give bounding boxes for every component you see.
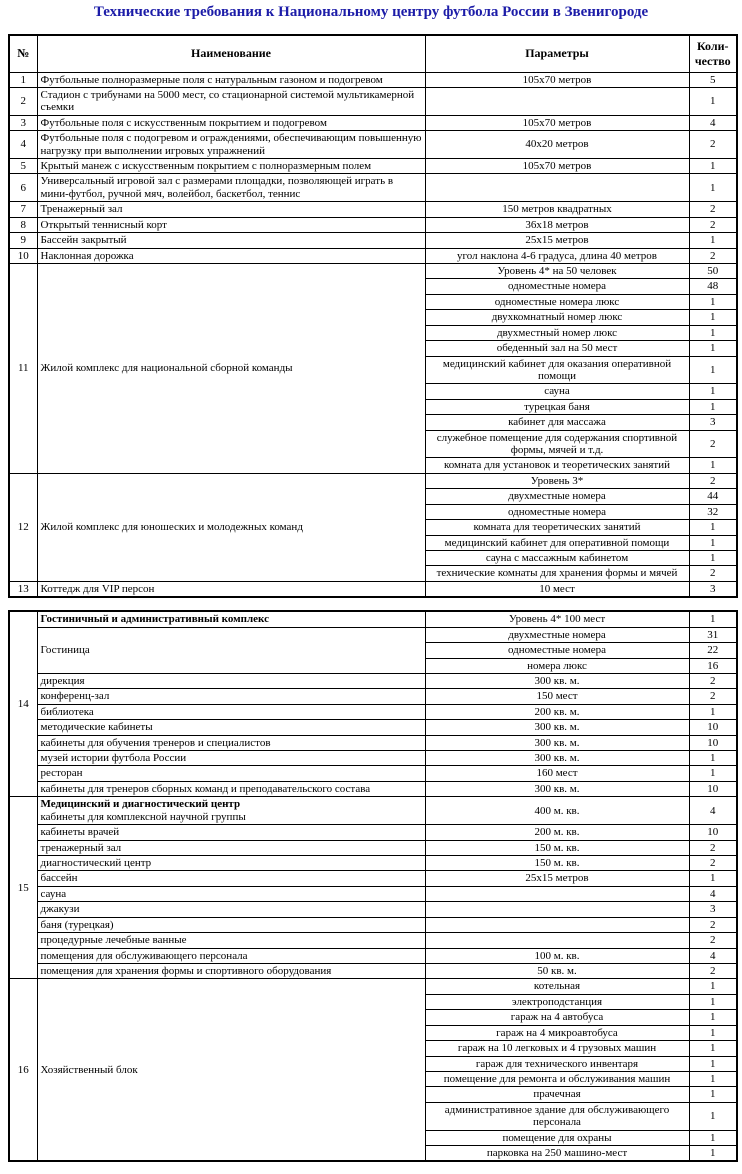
params-cell: одноместные номера люкс: [425, 294, 689, 309]
row-number: 8: [9, 217, 37, 232]
params-cell: 25x15 метров: [425, 233, 689, 248]
name-cell: баня (турецкая): [37, 917, 425, 932]
params-cell: 200 м. кв.: [425, 825, 689, 840]
name-cell: библиотека: [37, 704, 425, 719]
qty-cell: 1: [689, 1071, 737, 1086]
table-row: [9, 581, 737, 597]
name-cell: Жилой комплекс для юношеских и молодежных команд: [37, 473, 425, 581]
params-cell: 150 м. кв.: [425, 840, 689, 855]
qty-cell: 1: [689, 751, 737, 766]
qty-cell: 16: [689, 658, 737, 673]
qty-cell: 1: [689, 611, 737, 627]
params-cell: Уровень 4* 100 мест: [425, 611, 689, 627]
column-header-params: Параметры: [425, 35, 689, 73]
params-cell: 105x70 метров: [425, 115, 689, 130]
params-cell: 105x70 метров: [425, 159, 689, 174]
params-cell: котельная: [425, 979, 689, 994]
params-cell: 36x18 метров: [425, 217, 689, 232]
qty-cell: 2: [689, 856, 737, 871]
params-cell: двухместный номер люкс: [425, 325, 689, 340]
row-number: 14: [9, 611, 37, 797]
name-cell: Универсальный игровой зал с размерами площадки, позволяющей играть в мини-футбол, ручной мяч, волейбол, баскетбол, теннис: [37, 174, 425, 202]
name-cell-title: Медицинский и диагностический центр: [40, 798, 241, 811]
params-cell: сауна: [425, 384, 689, 399]
name-cell: методические кабинеты: [37, 720, 425, 735]
table-row: [9, 871, 737, 886]
name-cell-subtitle: кабинеты для комплексной научной группы: [40, 810, 246, 823]
row-number: 4: [9, 131, 37, 159]
name-cell: помещения для обслуживающего персонала: [37, 948, 425, 963]
qty-cell: 1: [689, 1146, 737, 1162]
name-cell: кабинеты для тренеров сборных команд и преподавательского состава: [37, 781, 425, 796]
column-header-qty-line2: чество: [694, 53, 731, 68]
name-cell: Открытый теннисный корт: [37, 217, 425, 232]
name-cell: джакузи: [37, 902, 425, 917]
params-cell: электроподстанция: [425, 994, 689, 1009]
params-cell: обеденный зал на 50 мест: [425, 341, 689, 356]
row-number: 12: [9, 473, 37, 581]
params-cell: комната для установок и теоретических занятий: [425, 458, 689, 473]
params-cell: 150 метров квадратных: [425, 202, 689, 217]
params-cell: гараж на 4 автобуса: [425, 1010, 689, 1025]
qty-cell: 2: [689, 131, 737, 159]
params-cell: 25x15 метров: [425, 871, 689, 886]
params-cell: 150 мест: [425, 689, 689, 704]
params-cell: двухкомнатный номер люкс: [425, 310, 689, 325]
qty-cell: 1: [689, 979, 737, 994]
table-row: [9, 115, 737, 130]
qty-cell: 2: [689, 840, 737, 855]
params-cell: [425, 933, 689, 948]
qty-cell: 1: [689, 1087, 737, 1102]
table-row: [9, 902, 737, 917]
qty-cell: 2: [689, 473, 737, 488]
params-cell: 300 кв. м.: [425, 781, 689, 796]
params-cell: 160 мест: [425, 766, 689, 781]
params-cell: двухместные номера: [425, 627, 689, 642]
row-number: 5: [9, 159, 37, 174]
qty-cell: 50: [689, 263, 737, 278]
qty-cell: 2: [689, 202, 737, 217]
table-row: [9, 766, 737, 781]
name-cell: кабинеты врачей: [37, 825, 425, 840]
qty-cell: 4: [689, 886, 737, 901]
table-row: [9, 825, 737, 840]
name-cell: Бассейн закрытый: [37, 233, 425, 248]
params-cell: 300 кв. м.: [425, 751, 689, 766]
qty-cell: 1: [689, 310, 737, 325]
column-header-qty-line1: Коли-: [696, 39, 729, 54]
table-row: [9, 781, 737, 796]
table-row: [9, 263, 737, 278]
qty-cell: 1: [689, 233, 737, 248]
qty-cell: 2: [689, 566, 737, 581]
qty-cell: 1: [689, 341, 737, 356]
qty-cell: 1: [689, 551, 737, 566]
table-row: [9, 627, 737, 642]
qty-cell: 3: [689, 902, 737, 917]
qty-cell: 1: [689, 174, 737, 202]
params-cell: медицинский кабинет для оперативной помощи: [425, 535, 689, 550]
qty-cell: 1: [689, 356, 737, 384]
qty-cell: 2: [689, 933, 737, 948]
qty-cell: 10: [689, 781, 737, 796]
name-cell: Футбольные поля с искусственным покрытием и подогревом: [37, 115, 425, 130]
qty-cell: 4: [689, 797, 737, 825]
qty-cell: 2: [689, 217, 737, 232]
params-cell: [425, 902, 689, 917]
name-cell: ресторан: [37, 766, 425, 781]
qty-cell: 10: [689, 735, 737, 750]
params-cell: комната для теоретических занятий: [425, 520, 689, 535]
params-cell: служебное помещение для содержания спортивной формы, мячей и т.д.: [425, 430, 689, 458]
requirements-table-2: [8, 610, 738, 1162]
params-cell: одноместные номера: [425, 279, 689, 294]
params-cell: 10 мест: [425, 581, 689, 597]
params-cell: 200 кв. м.: [425, 704, 689, 719]
qty-cell: 1: [689, 704, 737, 719]
table-row: [9, 673, 737, 688]
name-cell: дирекция: [37, 673, 425, 688]
params-cell: [425, 917, 689, 932]
qty-cell: 2: [689, 430, 737, 458]
qty-cell: 2: [689, 963, 737, 978]
qty-cell: 2: [689, 673, 737, 688]
params-cell: угол наклона 4-6 градуса, длина 40 метров: [425, 248, 689, 263]
row-number: 2: [9, 87, 37, 115]
params-cell: 300 кв. м.: [425, 673, 689, 688]
params-cell: сауна с массажным кабинетом: [425, 551, 689, 566]
params-cell: помещение для охраны: [425, 1130, 689, 1145]
requirements-table-1: [8, 34, 738, 599]
name-cell: Футбольные поля с подогревом и ограждениями, обеспечивающим повышенную нагрузку при выполнении игровых упражнений: [37, 131, 425, 159]
name-cell: тренажерный зал: [37, 840, 425, 855]
qty-cell: 1: [689, 159, 737, 174]
table-row: [9, 963, 737, 978]
params-cell: медицинский кабинет для оказания оперативной помощи: [425, 356, 689, 384]
table-row: [9, 856, 737, 871]
row-number: 9: [9, 233, 37, 248]
row-number: 1: [9, 72, 37, 87]
row-number: 10: [9, 248, 37, 263]
table-row: [9, 917, 737, 932]
qty-cell: 10: [689, 720, 737, 735]
params-cell: гараж на 4 микроавтобуса: [425, 1025, 689, 1040]
name-cell: Наклонная дорожка: [37, 248, 425, 263]
name-cell: Жилой комплекс для национальной сборной команды: [37, 263, 425, 473]
params-cell: административное здание для обслуживающего персонала: [425, 1102, 689, 1130]
params-cell: Уровень 4* на 50 человек: [425, 263, 689, 278]
params-cell: 150 м. кв.: [425, 856, 689, 871]
qty-cell: 1: [689, 1025, 737, 1040]
qty-cell: 2: [689, 689, 737, 704]
params-cell: кабинет для массажа: [425, 415, 689, 430]
row-number: 6: [9, 174, 37, 202]
params-cell: [425, 886, 689, 901]
name-cell: [37, 797, 425, 825]
params-cell: технические комнаты для хранения формы и мячей: [425, 566, 689, 581]
qty-cell: 1: [689, 458, 737, 473]
header-row: [9, 35, 737, 73]
name-cell: конференц-зал: [37, 689, 425, 704]
qty-cell: 32: [689, 504, 737, 519]
name-cell: Гостиница: [37, 627, 425, 673]
params-cell: 300 кв. м.: [425, 720, 689, 735]
qty-cell: 4: [689, 948, 737, 963]
params-cell: помещение для ремонта и обслуживания машин: [425, 1071, 689, 1086]
params-cell: одноместные номера: [425, 643, 689, 658]
name-cell: Стадион с трибунами на 5000 мест, со стационарной системой мультикамерной съемки: [37, 87, 425, 115]
row-number: 13: [9, 581, 37, 597]
name-cell: процедурные лечебные ванные: [37, 933, 425, 948]
qty-cell: 1: [689, 294, 737, 309]
qty-cell: 44: [689, 489, 737, 504]
name-cell: кабинеты для обучения тренеров и специалистов: [37, 735, 425, 750]
column-header-qty: [689, 35, 737, 73]
table-row: [9, 933, 737, 948]
row-number: 16: [9, 979, 37, 1162]
params-cell: двухместные номера: [425, 489, 689, 504]
table-row: [9, 217, 737, 232]
qty-cell: 22: [689, 643, 737, 658]
table-row: [9, 131, 737, 159]
table-row: [9, 720, 737, 735]
qty-cell: 1: [689, 384, 737, 399]
qty-cell: 1: [689, 994, 737, 1009]
qty-cell: 3: [689, 581, 737, 597]
qty-cell: 48: [689, 279, 737, 294]
params-cell: 40x20 метров: [425, 131, 689, 159]
page-title: Технические требования к Национальному центру футбола России в Звенигороде: [93, 4, 649, 20]
table-row: [9, 72, 737, 87]
table-row: [9, 886, 737, 901]
qty-cell: 2: [689, 917, 737, 932]
qty-cell: 1: [689, 1041, 737, 1056]
table-row: [9, 248, 737, 263]
qty-cell: 1: [689, 535, 737, 550]
params-cell: гараж для технического инвентаря: [425, 1056, 689, 1071]
qty-cell: 1: [689, 87, 737, 115]
column-header-name: Наименование: [37, 35, 425, 73]
table-row: [9, 174, 737, 202]
qty-cell: 10: [689, 825, 737, 840]
table-row: [9, 948, 737, 963]
params-cell: гараж на 10 легковых и 4 грузовых машин: [425, 1041, 689, 1056]
table-row: [9, 689, 737, 704]
qty-cell: 1: [689, 766, 737, 781]
name-cell: музей истории футбола России: [37, 751, 425, 766]
table-row: [9, 202, 737, 217]
params-cell: парковка на 250 машино-мест: [425, 1146, 689, 1162]
row-number: 7: [9, 202, 37, 217]
table-row: [9, 159, 737, 174]
table-row: [9, 233, 737, 248]
params-cell: 105x70 метров: [425, 72, 689, 87]
qty-cell: 1: [689, 325, 737, 340]
qty-cell: 1: [689, 1056, 737, 1071]
table-row: [9, 979, 737, 994]
params-cell: номера люкс: [425, 658, 689, 673]
params-cell: Уровень 3*: [425, 473, 689, 488]
qty-cell: 1: [689, 1010, 737, 1025]
name-cell: сауна: [37, 886, 425, 901]
qty-cell: 31: [689, 627, 737, 642]
qty-cell: 2: [689, 248, 737, 263]
qty-cell: 5: [689, 72, 737, 87]
name-cell: помещения для хранения формы и спортивного оборудования: [37, 963, 425, 978]
table-row: [9, 704, 737, 719]
qty-cell: 1: [689, 1130, 737, 1145]
name-cell: диагностический центр: [37, 856, 425, 871]
qty-cell: 1: [689, 520, 737, 535]
params-cell: [425, 174, 689, 202]
name-cell: Гостиничный и административный комплекс: [37, 611, 425, 627]
params-cell: одноместные номера: [425, 504, 689, 519]
params-cell: [425, 87, 689, 115]
params-cell: прачечная: [425, 1087, 689, 1102]
table-row: [9, 473, 737, 488]
name-cell: Хозяйственный блок: [37, 979, 425, 1162]
name-cell: бассейн: [37, 871, 425, 886]
table-row: [9, 611, 737, 627]
table-row: [9, 87, 737, 115]
params-cell: 300 кв. м.: [425, 735, 689, 750]
params-cell: 400 м. кв.: [425, 797, 689, 825]
name-cell: Крытый манеж с искусственным покрытием с полноразмерным полем: [37, 159, 425, 174]
table-row: [9, 840, 737, 855]
name-cell: Футбольные полноразмерные поля с натуральным газоном и подогревом: [37, 72, 425, 87]
qty-cell: 3: [689, 415, 737, 430]
row-number: 3: [9, 115, 37, 130]
qty-cell: 1: [689, 1102, 737, 1130]
params-cell: 50 кв. м.: [425, 963, 689, 978]
qty-cell: 1: [689, 399, 737, 414]
qty-cell: 1: [689, 871, 737, 886]
row-number: 11: [9, 263, 37, 473]
table-row: [9, 735, 737, 750]
name-cell: Коттедж для VIP персон: [37, 581, 425, 597]
params-cell: турецкая баня: [425, 399, 689, 414]
table-row: [9, 751, 737, 766]
column-header-number: №: [9, 35, 37, 73]
params-cell: 100 м. кв.: [425, 948, 689, 963]
row-number: 15: [9, 797, 37, 979]
name-cell: Тренажерный зал: [37, 202, 425, 217]
qty-cell: 4: [689, 115, 737, 130]
table-row: [9, 797, 737, 825]
